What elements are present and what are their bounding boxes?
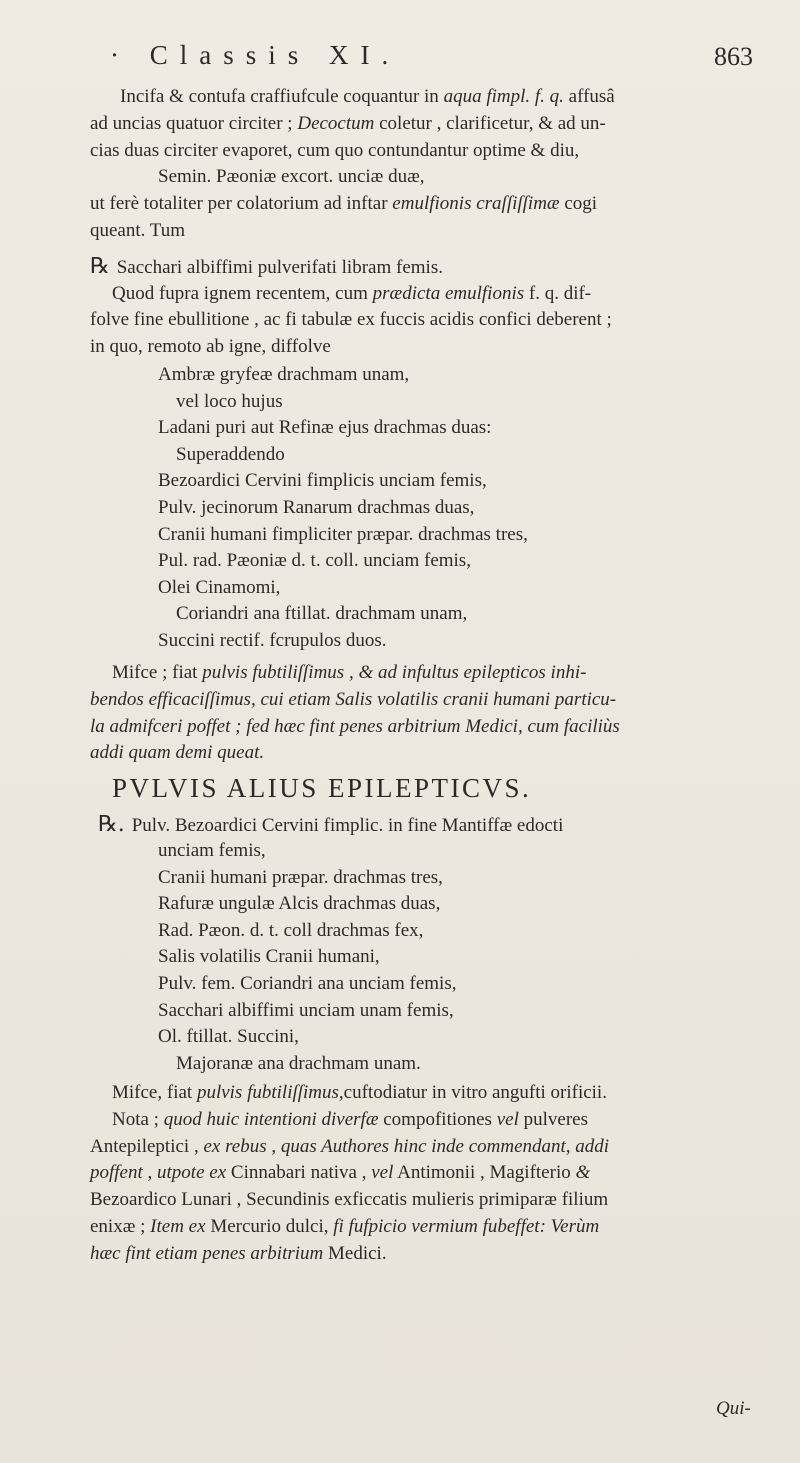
text-segment: vel bbox=[496, 1108, 519, 1130]
text-line bbox=[90, 687, 616, 713]
text-segment: Medici. bbox=[323, 1242, 387, 1264]
ingredient-line bbox=[158, 998, 454, 1024]
text-segment: bendos efficaciſſimus, cui etiam Salis volatilis cranii humani particu- bbox=[90, 688, 617, 710]
text-segment: compofitiones bbox=[378, 1108, 497, 1130]
ingredient-line bbox=[176, 442, 285, 468]
ingredient-line bbox=[158, 548, 471, 574]
text-segment: Item ex bbox=[150, 1216, 206, 1237]
text-line bbox=[98, 812, 563, 839]
ingredient-line bbox=[176, 1051, 421, 1077]
text-segment: Semin. Pæoniæ excort. unciæ duæ, bbox=[158, 166, 425, 188]
text-segment: hæc fint etiam penes arbitrium bbox=[90, 1242, 324, 1264]
ingredient-line bbox=[158, 628, 386, 654]
text-segment: prædicta emulfionis bbox=[372, 282, 525, 304]
text-line bbox=[90, 1160, 590, 1186]
text-segment: Decoctum bbox=[297, 112, 375, 134]
running-title: · Classis XI. bbox=[110, 40, 401, 70]
text-line bbox=[90, 1241, 387, 1267]
ingredient-line bbox=[158, 468, 487, 494]
ingredient-text: vel loco hujus bbox=[176, 390, 283, 412]
text-line bbox=[90, 254, 443, 281]
ingredient-text: Pulv. jecinorum Ranarum drachmas duas, bbox=[158, 497, 475, 518]
text-segment: Mercurio dulci, bbox=[205, 1216, 334, 1237]
ingredient-line bbox=[158, 838, 266, 864]
text-segment: cogi bbox=[559, 193, 598, 215]
ingredient-text: Sacchari albiffimi unciam unam femis, bbox=[158, 999, 454, 1021]
ingredient-line bbox=[158, 918, 423, 944]
ingredient-text: Bezoardici Cervini fimplicis unciam femis, bbox=[158, 470, 487, 492]
text-line bbox=[90, 138, 579, 164]
text-segment: Cinnabari nativa , bbox=[226, 1162, 372, 1184]
ingredient-text: Ambræ gryfeæ drachmam unam, bbox=[158, 364, 410, 385]
ingredient-text: Pulv. fem. Coriandri ana unciam femis, bbox=[158, 973, 457, 994]
catchword: Qui- bbox=[716, 1398, 751, 1419]
text-segment: Sacchari albiffimi pulverifati libram femis. bbox=[116, 257, 443, 278]
page-number: 863 bbox=[714, 42, 753, 71]
text-segment: in quo, remoto ab igne, diffolve bbox=[90, 335, 331, 357]
text-line bbox=[90, 111, 606, 137]
ingredient-line bbox=[158, 522, 528, 548]
text-line bbox=[90, 307, 612, 333]
ingredient-text: unciam femis, bbox=[158, 840, 266, 861]
text-line bbox=[112, 1107, 588, 1133]
ingredient-text: Succini rectif. fcrupulos duos. bbox=[158, 630, 387, 651]
text-segment: Mifce ; fiat bbox=[112, 662, 203, 683]
text-line bbox=[112, 281, 591, 307]
ingredient-text: Salis volatilis Cranii humani, bbox=[158, 946, 380, 968]
ingredient-text: Rad. Pæon. d. t. coll drachmas fex, bbox=[158, 919, 424, 941]
ingredient-text: Cranii humani præpar. drachmas tres, bbox=[158, 866, 443, 888]
text-segment: la admifceri poffet ; fed hæc fint penes arbitrium Medici, cum faciliùs bbox=[90, 715, 620, 737]
text-segment: fi fufpicio vermium fubeffet: Verùm bbox=[333, 1216, 600, 1237]
ingredient-line bbox=[158, 362, 409, 388]
text-line bbox=[90, 714, 620, 740]
text-segment: Quod fupra ignem recentem, cum bbox=[112, 282, 373, 304]
text-segment: Nota ; bbox=[112, 1108, 164, 1130]
text-segment: pulvis fubtiliſſimus, bbox=[196, 1082, 344, 1103]
ingredient-text: Superaddendo bbox=[176, 443, 285, 465]
ingredient-text: Olei Cinamomi, bbox=[158, 576, 281, 598]
ingredient-line bbox=[158, 415, 491, 441]
text-segment: pulveres bbox=[518, 1108, 588, 1130]
text-line bbox=[90, 1187, 608, 1213]
text-segment: & bbox=[575, 1162, 591, 1184]
text-segment: Pulv. Bezoardici Cervini fimplic. in fine Mantiffæ edocti bbox=[131, 815, 564, 836]
text-segment: emulfionis craſſiſſimæ bbox=[392, 193, 560, 215]
text-line bbox=[120, 84, 615, 110]
text-segment: coletur , clarificetur, & ad un- bbox=[374, 112, 606, 134]
text-segment: affusâ bbox=[563, 86, 615, 107]
section-title: PVLVIS ALIUS EPILEPTICVS. bbox=[112, 773, 532, 803]
ingredient-text: Ladani puri aut Refinæ ejus drachmas duas: bbox=[158, 417, 492, 439]
ingredient-text: Majoranæ ana drachmam unam. bbox=[176, 1052, 421, 1074]
text-segment: pulvis fubtiliſſimus , & ad infultus epilepticos inhi- bbox=[202, 662, 587, 683]
text-line bbox=[112, 660, 586, 686]
text-segment: vel bbox=[371, 1162, 394, 1184]
text-line bbox=[90, 218, 185, 244]
text-segment: f. q. dif- bbox=[524, 282, 592, 304]
text-segment: folve fine ebullitione , ac fi tabulæ ex fuccis acidis confici deberent ; bbox=[90, 309, 612, 330]
text-segment: Antepileptici , bbox=[90, 1135, 204, 1157]
text-segment: ad uncias quatuor circiter ; bbox=[90, 112, 298, 134]
text-segment: enixæ ; bbox=[90, 1216, 151, 1237]
ingredient-line bbox=[158, 495, 474, 521]
recipe-symbol: ℞. bbox=[98, 812, 132, 837]
text-segment: addi quam demi queat. bbox=[90, 742, 265, 764]
text-line bbox=[90, 1134, 609, 1160]
text-line bbox=[90, 1214, 599, 1240]
text-segment: Incifa & contufa craffiufcule coquantur in bbox=[120, 86, 444, 107]
ingredient-text: Ol. ftillat. Succini, bbox=[158, 1026, 299, 1048]
ingredient-line bbox=[158, 865, 443, 891]
text-segment: poffent , utpote ex bbox=[90, 1162, 227, 1184]
text-segment: aqua fimpl. f. q. bbox=[443, 86, 564, 107]
ingredient-line bbox=[158, 575, 280, 601]
ingredient-text: Rafuræ ungulæ Alcis drachmas duas, bbox=[158, 893, 441, 915]
ingredient-line bbox=[176, 601, 467, 627]
ingredient-line bbox=[158, 891, 440, 917]
ingredient-line bbox=[176, 389, 283, 415]
text-segment: Mifce, fiat bbox=[112, 1082, 197, 1103]
text-segment: ut ferè totaliter per colatorium ad inftar bbox=[90, 193, 393, 215]
text-line bbox=[112, 1080, 607, 1106]
text-line bbox=[90, 334, 331, 360]
recipe-symbol: ℞ bbox=[90, 254, 117, 279]
text-line bbox=[158, 164, 425, 190]
text-segment: cias duas circiter evaporet, cum quo contundantur optime & diu, bbox=[90, 139, 580, 161]
text-segment: ex rebus , quas Authores hinc inde commendant, addi bbox=[203, 1135, 610, 1157]
text-segment: quod huic intentioni diverfæ bbox=[163, 1108, 379, 1130]
ingredient-line bbox=[158, 1024, 299, 1050]
text-segment: cuftodiatur in vitro angufti orificii. bbox=[343, 1082, 607, 1103]
ingredient-text: Coriandri ana ftillat. drachmam unam, bbox=[176, 603, 468, 625]
text-line bbox=[90, 740, 264, 766]
text-segment: Bezoardico Lunari , Secundinis exficcatis mulieris primiparæ filium bbox=[90, 1189, 609, 1211]
ingredient-line bbox=[158, 944, 380, 970]
ingredient-text: Pul. rad. Pæoniæ d. t. coll. unciam femis, bbox=[158, 550, 471, 572]
text-segment: Antimonii , Magifterio bbox=[393, 1162, 576, 1184]
text-segment: queant. Tum bbox=[90, 220, 186, 241]
text-line bbox=[90, 191, 597, 217]
ingredient-text: Cranii humani fimpliciter præpar. drachmas tres, bbox=[158, 523, 528, 545]
ingredient-line bbox=[158, 971, 456, 997]
